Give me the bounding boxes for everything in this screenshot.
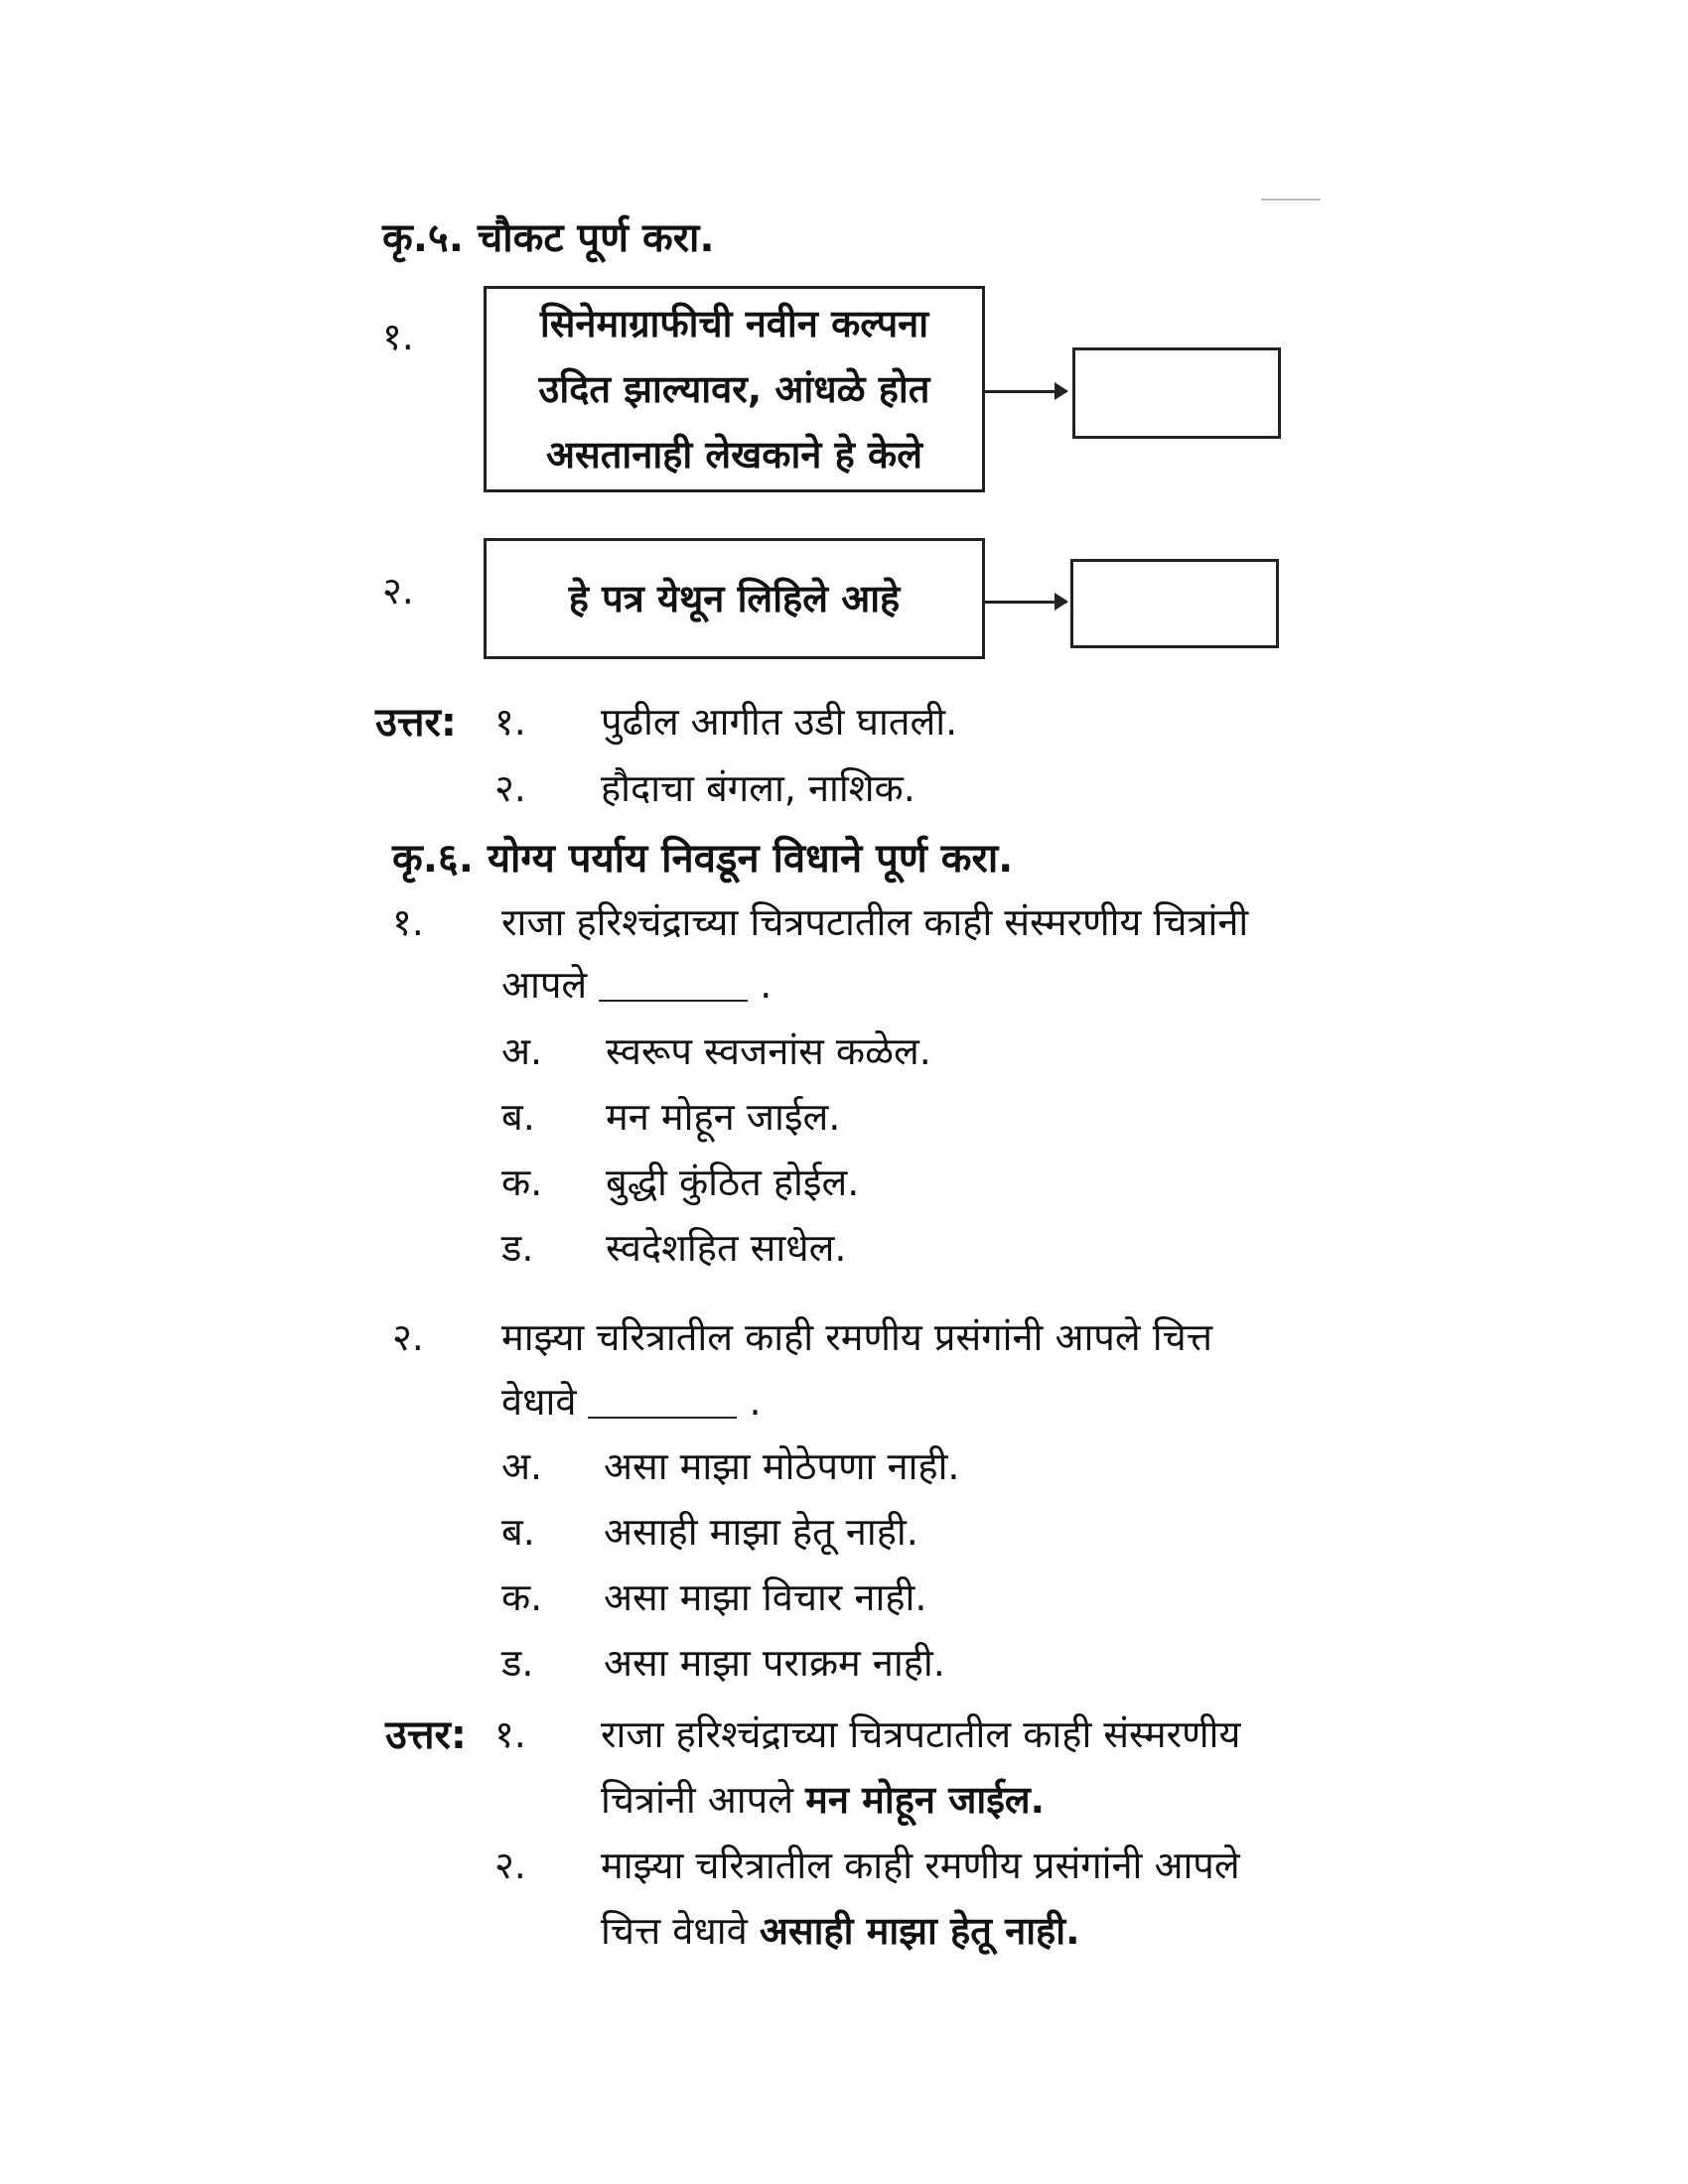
q5-item-2-answer-box[interactable]	[1070, 559, 1279, 648]
q5-answer-2-number: २.	[494, 766, 526, 810]
q5-answer-label: उत्तर:	[375, 700, 457, 746]
q5-item-1-box	[484, 286, 985, 492]
q5-answer-2-text: हौदाचा बंगला, नाशिक.	[601, 766, 915, 810]
q6-item-2-option-d-text: असा माझा पराक्रम नाही.	[604, 1641, 945, 1685]
q6-item-1-line-1: राजा हरिश्चंद्राच्या चित्रपटातील काही संस्मरणीय चित्रांनी	[501, 900, 1249, 944]
q6-item-1-number: १.	[392, 900, 424, 944]
q6-item-1-option-a-label: अ.	[501, 1029, 543, 1073]
q5-title: कृ.५. चौकट पूर्ण करा.	[382, 215, 715, 261]
q6-item-1-line-2: आपले .	[501, 963, 773, 1007]
decorative-line	[1261, 199, 1321, 201]
q6-item-1-blank	[599, 1000, 748, 1002]
q6-answer-1-line-1: राजा हरिश्चंद्राच्या चित्रपटातील काही संस्मरणीय	[601, 1712, 1241, 1756]
q6-item-2-option-a-text: असा माझा मोठेपणा नाही.	[604, 1444, 960, 1488]
q6-title: कृ.६. योग्य पर्याय निवडून विधाने पूर्ण करा.	[392, 836, 1014, 882]
q6-answer-2-line-1: माझ्या चरित्रातील काही रमणीय प्रसंगांनी आपले	[601, 1843, 1240, 1887]
q6-answer-2-line-2-bold: असाही माझा हेतू नाही.	[759, 1909, 1080, 1953]
q6-item-2-option-b-label: ब.	[501, 1510, 535, 1554]
q6-item-1-option-b-text: मन मोहून जाईल.	[606, 1095, 841, 1139]
q6-answer-2-line-2	[601, 1904, 1080, 1956]
q6-item-2-option-c-label: क.	[501, 1575, 543, 1619]
q6-item-2-option-a-label: अ.	[501, 1444, 543, 1488]
q5-item-2-number: २.	[382, 569, 414, 613]
q6-item-2-line-1: माझ्या चरित्रातील काही रमणीय प्रसंगांनी आपले चित्त	[501, 1315, 1212, 1359]
q6-item-1-option-c-text: बुद्धी कुंठित होईल.	[606, 1160, 860, 1204]
q5-item-1-line-2: उदित झाल्यावर, आंधळे होत	[538, 367, 930, 411]
q6-item-1-option-d-text: स्वदेशहित साधेल.	[606, 1226, 847, 1270]
q6-item-2-option-d-label: ड.	[501, 1641, 534, 1685]
q6-item-2-option-c-text: असा माझा विचार नाही.	[604, 1575, 927, 1619]
q5-item-1-line-3: असतानाही लेखकाने हे केले	[546, 433, 922, 477]
q5-answer-1-number: १.	[494, 700, 526, 744]
q5-answer-1-text: पुढील आगीत उडी घातली.	[601, 700, 958, 744]
q6-item-2-number: २.	[392, 1315, 424, 1359]
q6-answer-1-line-2	[601, 1773, 1045, 1825]
q6-item-2-line-2-text: वेधावे	[501, 1380, 577, 1424]
q6-item-1-option-b-label: ब.	[501, 1095, 535, 1139]
q6-item-2-option-b-text: असाही माझा हेतू नाही.	[604, 1510, 918, 1554]
q5-item-1-number: १.	[382, 315, 414, 358]
q5-item-2-arrow	[985, 601, 1066, 604]
q5-item-1-line-1: सिनेमाग्राफीची नवीन कल्पना	[539, 302, 929, 345]
q6-answer-2-number: २.	[494, 1843, 526, 1887]
q6-item-1-line-2-text: आपले	[501, 963, 588, 1007]
q6-answer-2-line-2-plain: चित्त वेधावे	[601, 1909, 748, 1953]
q6-answer-1-line-2-bold: मन मोहून जाईल.	[805, 1778, 1046, 1822]
q6-item-2-blank	[588, 1417, 737, 1419]
q6-answer-1-number: १.	[494, 1712, 526, 1756]
q5-item-1-answer-box[interactable]	[1072, 347, 1281, 439]
q6-item-1-option-d-label: ड.	[501, 1226, 534, 1270]
q5-item-1-arrow	[985, 390, 1066, 393]
q6-item-1-option-c-label: क.	[501, 1160, 543, 1204]
q6-answer-1-line-2-plain: चित्रांनी आपले	[601, 1778, 793, 1822]
q5-item-2-line-1: हे पत्र येथून लिहिले आहे	[568, 577, 901, 620]
q6-item-1-option-a-text: स्वरूप स्वजनांस कळेल.	[606, 1029, 931, 1073]
q5-item-2-box	[484, 538, 985, 659]
q6-item-2-line-2: वेधावे .	[501, 1380, 762, 1424]
q6-answer-label: उत्तर:	[385, 1712, 467, 1758]
